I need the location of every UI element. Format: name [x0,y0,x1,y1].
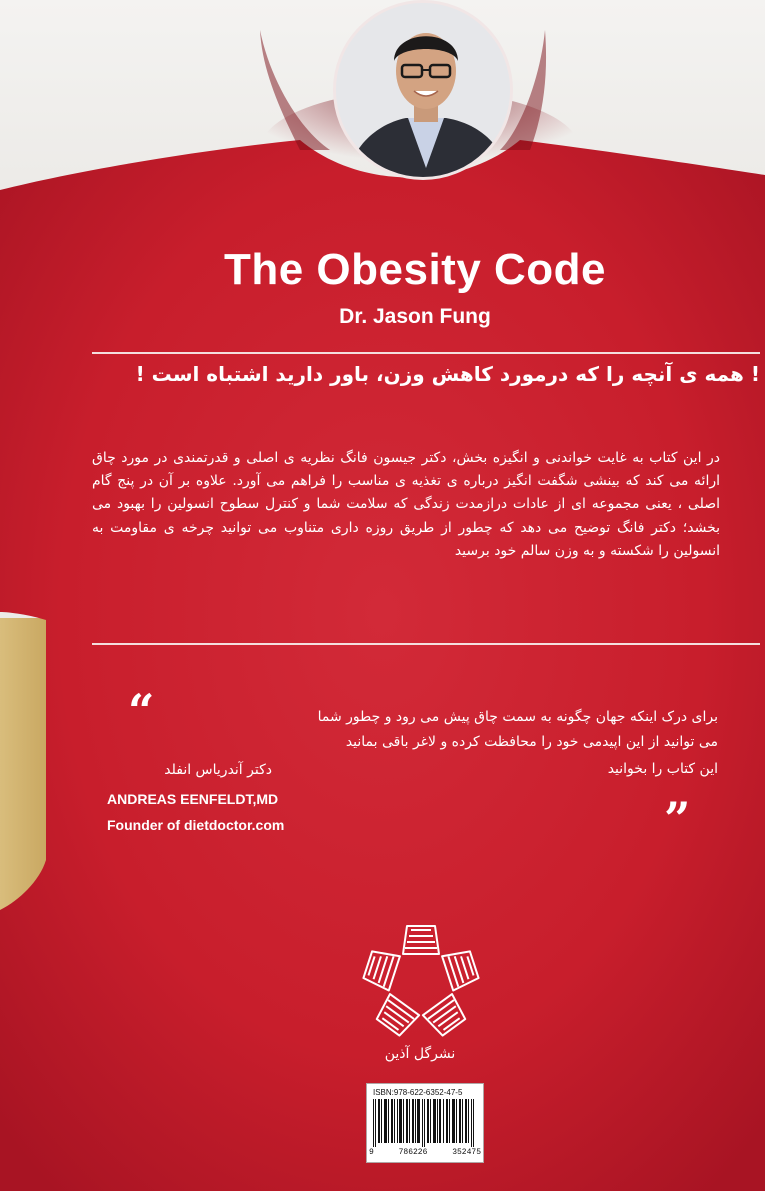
quote-line-3: این کتاب را بخوانید [607,761,718,777]
quote-author-persian: دکتر آندریاس انفلد [164,762,272,778]
book-author: Dr. Jason Fung [339,305,491,328]
barcode-bars [373,1099,479,1147]
description-paragraph: در این کتاب به غایت خواندنی و انگیزه بخش، دکتر جیسون فانگ نظریه ی اصلی و قدرتمندی در مورد چاق ارائه می کند که بینشی شگفت انگیز درباره ی تغذیه ی مناسب را فراهم می آورد. علاوه بر آن در پنج گام اصلی ، یعنی مجموعه ای از عادات درازمدت زندگی که سلامت شما و کنترل سطوح انسولین را بهبود می بخشد؛ دکتر فانگ توضیح می دهد که چطور از طریق روزه داری متناوب می توانید چرخه ی مقاومت به انسولین را شکسته و به وزن سالم خود برسید [92,450,720,559]
divider-top [92,352,760,354]
endorsement-quote [230,705,718,782]
publisher-name: نشرگل آذین [384,1046,456,1062]
quote-author-english: ANDREAS EENFELDT,MD [107,791,279,807]
isbn-barcode [366,1083,484,1163]
quote-line-2: می توانید از این اپیدمی خود را محافظت کرده و لاغر باقی بمانید [345,734,718,750]
barcode-digit-left: 9 [369,1148,374,1157]
barcode-digits-right: 352475 [452,1148,481,1157]
quote-author-role: Founder of dietdoctor.com [107,817,285,833]
barcode-digits [369,1148,481,1157]
barcode-digits-mid: 786226 [398,1148,428,1157]
quote-close-icon: ” [664,792,691,846]
book-star-logo-icon [356,920,486,1042]
book-title: The Obesity Code [223,245,607,294]
author-photo [333,0,513,180]
quote-open-icon: “ [128,684,155,738]
divider-bottom [92,643,760,645]
isbn-number: ISBN:978-622-6352-47-5 [373,1088,463,1097]
headline: ! همه ی آنچه را که درمورد کاهش وزن، باور دارید اشتباه است ! [135,362,760,386]
quote-line-1: برای درک اینکه جهان چگونه به سمت چاق پیش می رود و چطور شما [317,709,718,725]
author-portrait-icon [336,3,513,180]
